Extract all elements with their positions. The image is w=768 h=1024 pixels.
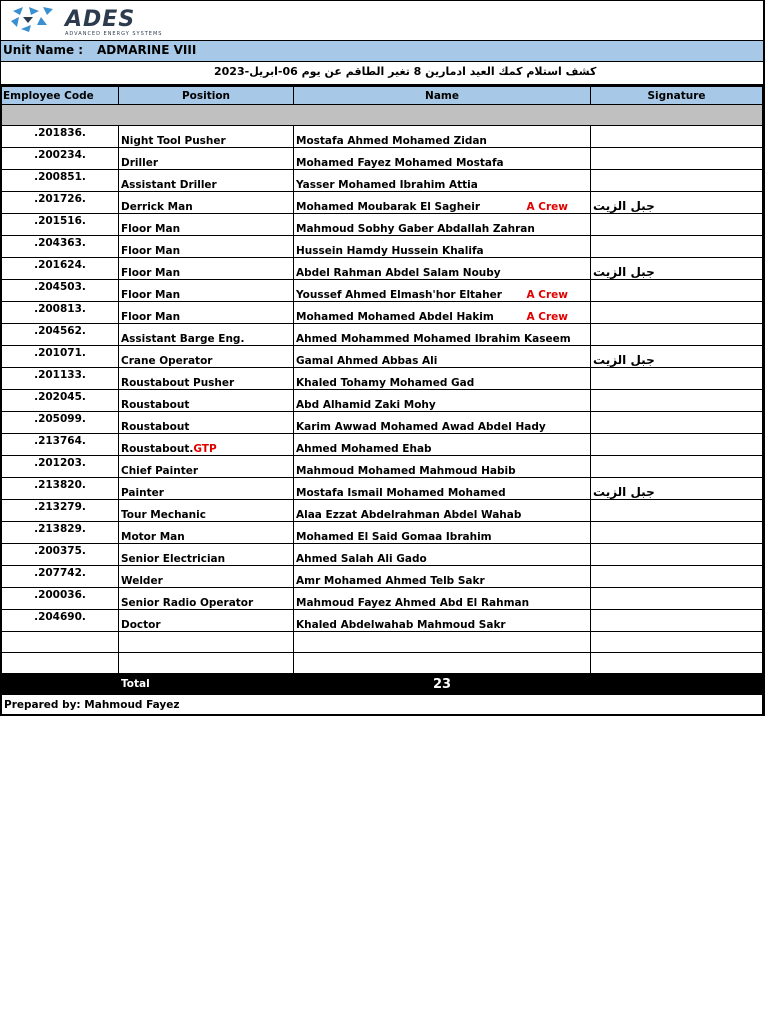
name-cell: [294, 192, 591, 214]
position-cell: [119, 434, 294, 456]
table-row: [2, 412, 763, 434]
name-cell: [294, 170, 591, 192]
name-cell: [294, 478, 591, 500]
name-cell: [294, 434, 591, 456]
employee-code-cell: .204363.: [2, 236, 119, 258]
signature-cell: [591, 434, 763, 456]
position-text: Roustabout Pusher: [121, 377, 235, 389]
table-row: [2, 566, 763, 588]
position-text: Driller: [121, 157, 158, 169]
employee-name: Mohamed El Said Gomaa Ibrahim: [296, 531, 492, 543]
position-text: Motor Man: [121, 531, 185, 543]
employee-name: Amr Mohamed Ahmed Telb Sakr: [296, 575, 485, 587]
position-cell: [119, 170, 294, 192]
position-cell: [119, 346, 294, 368]
table-row: [2, 544, 763, 566]
employee-name: Ahmed Salah Ali Gado: [296, 553, 427, 565]
employee-name: Youssef Ahmed Elmash'hor Eltaher: [296, 289, 502, 301]
position-cell: [119, 236, 294, 258]
crew-tag: A Crew: [526, 201, 568, 213]
position-text: Roustabout: [121, 399, 190, 411]
position-text: Chief Painter: [121, 465, 199, 477]
employee-name: Mostafa Ismail Mohamed Mohamed: [296, 487, 506, 499]
company-logo-text: ADES: [65, 7, 136, 32]
position-cell: [119, 324, 294, 346]
position-text: Floor Man: [121, 311, 181, 323]
employee-code-cell: .201516.: [2, 214, 119, 236]
employee-code-cell: .207742.: [2, 566, 119, 588]
signature-cell: [591, 236, 763, 258]
position-text: Derrick Man: [121, 201, 193, 213]
name-cell: [294, 302, 591, 324]
total-row: [2, 674, 763, 695]
table-header-row: [2, 87, 763, 105]
name-cell: [294, 522, 591, 544]
position-cell: [119, 610, 294, 632]
company-logo-subtitle: ADVANCED ENERGY SYSTEMS: [65, 31, 163, 37]
employee-code-cell: .201624.: [2, 258, 119, 280]
employee-code-cell: .213820.: [2, 478, 119, 500]
position-cell: [119, 192, 294, 214]
signature-cell: [591, 258, 763, 280]
unit-name-row: [1, 41, 763, 62]
employee-name: Yasser Mohamed Ibrahim Attia: [296, 179, 478, 191]
unit-name-label: Unit Name :: [3, 43, 84, 57]
employee-name: Khaled Abdelwahab Mahmoud Sakr: [296, 619, 506, 631]
empty-cell: [591, 653, 763, 674]
position-cell: [119, 368, 294, 390]
employee-code-cell: .205099.: [2, 412, 119, 434]
total-value: 23: [294, 674, 591, 695]
employee-code-cell: .201836.: [2, 126, 119, 148]
table-row: [2, 236, 763, 258]
position-cell: [119, 544, 294, 566]
signature-cell: [591, 324, 763, 346]
name-cell: [294, 280, 591, 302]
position-text: Assistant Driller: [121, 179, 217, 191]
signature-text: جبل الزيت: [593, 265, 655, 279]
position-cell: [119, 522, 294, 544]
signature-cell: [591, 170, 763, 192]
table-row: [2, 258, 763, 280]
employee-code-cell: .213764.: [2, 434, 119, 456]
employee-name: Alaa Ezzat Abdelrahman Abdel Wahab: [296, 509, 522, 521]
crew-tag: A Crew: [526, 311, 568, 323]
employee-table: [1, 86, 763, 715]
employee-name: Mahmoud Sobhy Gaber Abdallah Zahran: [296, 223, 535, 235]
name-cell: [294, 412, 591, 434]
table-row: [2, 214, 763, 236]
employee-code-cell: .200036.: [2, 588, 119, 610]
signature-text: جبل الزيت: [593, 199, 655, 213]
employee-name: Mahmoud Mohamed Mahmoud Habib: [296, 465, 516, 477]
table-row: [2, 280, 763, 302]
signature-cell: [591, 500, 763, 522]
table-row: [2, 324, 763, 346]
employee-code-cell: .201203.: [2, 456, 119, 478]
empty-cell: [2, 632, 119, 653]
signature-text: جبل الزيت: [593, 353, 655, 367]
signature-cell: [591, 456, 763, 478]
employee-code-cell: .213279.: [2, 500, 119, 522]
employee-name: Mahmoud Fayez Ahmed Abd El Rahman: [296, 597, 530, 609]
column-header-signature: Signature: [591, 87, 763, 105]
employee-name: Abdel Rahman Abdel Salam Nouby: [296, 267, 501, 279]
employee-code-cell: .200375.: [2, 544, 119, 566]
position-text: Tour Mechanic: [121, 509, 206, 521]
table-row: [2, 456, 763, 478]
position-cell: [119, 412, 294, 434]
empty-row: [2, 632, 763, 653]
signature-cell: [591, 412, 763, 434]
employee-name: Karim Awwad Mohamed Awad Abdel Hady: [296, 421, 546, 433]
position-text: Painter: [121, 487, 164, 499]
name-cell: [294, 126, 591, 148]
position-text: Welder: [121, 575, 163, 587]
table-row: [2, 302, 763, 324]
position-cell: [119, 280, 294, 302]
signature-cell: [591, 390, 763, 412]
name-cell: [294, 390, 591, 412]
signature-cell: [591, 368, 763, 390]
total-empty-cell: [2, 674, 119, 695]
name-cell: [294, 236, 591, 258]
position-cell: [119, 456, 294, 478]
table-row: [2, 434, 763, 456]
employee-name: Hussein Hamdy Hussein Khalifa: [296, 245, 484, 257]
position-text: Floor Man: [121, 289, 181, 301]
name-cell: [294, 324, 591, 346]
employee-code-cell: .202045.: [2, 390, 119, 412]
employee-name: Gamal Ahmed Abbas Ali: [296, 355, 438, 367]
employee-code-cell: .200851.: [2, 170, 119, 192]
name-cell: [294, 148, 591, 170]
employee-code-cell: .201071.: [2, 346, 119, 368]
document-title-row: [1, 62, 763, 86]
position-cell: [119, 214, 294, 236]
position-text: Roustabout.: [121, 443, 194, 455]
signature-cell: [591, 280, 763, 302]
table-row: [2, 522, 763, 544]
employee-name: Ahmed Mohamed Ehab: [296, 443, 432, 455]
signature-cell: [591, 588, 763, 610]
employee-code-cell: .201133.: [2, 368, 119, 390]
column-header-position: Position: [119, 87, 294, 105]
signature-cell: [591, 126, 763, 148]
signature-cell: [591, 566, 763, 588]
position-cell: [119, 588, 294, 610]
total-label: Total: [119, 674, 294, 695]
position-text: Floor Man: [121, 267, 181, 279]
document-title: كشف استلام كمك العيد ادمارين 8 تغير الطاقم عن يوم 06-ابريل-2023: [214, 65, 597, 78]
position-cell: [119, 258, 294, 280]
prepared-by-row: [2, 695, 763, 715]
empty-cell: [294, 632, 591, 653]
position-cell: [119, 302, 294, 324]
table-row: [2, 148, 763, 170]
empty-cell: [294, 653, 591, 674]
total-empty-cell: [591, 674, 763, 695]
employee-code-cell: .200813.: [2, 302, 119, 324]
empty-cell: [119, 653, 294, 674]
signature-cell: [591, 302, 763, 324]
column-header-name: Name: [294, 87, 591, 105]
crew-tag: A Crew: [526, 289, 568, 301]
position-cell: [119, 478, 294, 500]
signature-cell: [591, 192, 763, 214]
signature-cell: [591, 522, 763, 544]
employee-name: Abd Alhamid Zaki Mohy: [296, 399, 436, 411]
name-cell: [294, 566, 591, 588]
position-cell: [119, 500, 294, 522]
table-row: [2, 346, 763, 368]
position-text: Senior Electrician: [121, 553, 226, 565]
name-cell: [294, 258, 591, 280]
position-cell: [119, 148, 294, 170]
employee-name: Ahmed Mohammed Mohamed Ibrahim Kaseem: [296, 333, 571, 345]
prepared-by: Prepared by: Mahmoud Fayez: [2, 695, 763, 715]
empty-cell: [591, 632, 763, 653]
name-cell: [294, 368, 591, 390]
position-suffix: GTP: [193, 443, 217, 455]
ades-logo-icon: [9, 5, 63, 33]
table-row: [2, 170, 763, 192]
table-row: [2, 588, 763, 610]
position-text: Senior Radio Operator: [121, 597, 254, 609]
table-row: [2, 610, 763, 632]
name-cell: [294, 214, 591, 236]
signature-cell: [591, 544, 763, 566]
signature-cell: [591, 610, 763, 632]
position-cell: [119, 126, 294, 148]
employee-code-cell: .204503.: [2, 280, 119, 302]
table-row: [2, 192, 763, 214]
name-cell: [294, 456, 591, 478]
logo-header: [1, 1, 763, 41]
empty-cell: [2, 653, 119, 674]
signature-cell: [591, 148, 763, 170]
employee-code-cell: .204562.: [2, 324, 119, 346]
position-cell: [119, 566, 294, 588]
position-text: Assistant Barge Eng.: [121, 333, 245, 345]
employee-name: Mohamed Mohamed Abdel Hakim: [296, 311, 494, 323]
table-row: [2, 368, 763, 390]
signature-text: جبل الزيت: [593, 485, 655, 499]
column-header-employee-code: Employee Code: [2, 87, 119, 105]
signature-cell: [591, 214, 763, 236]
name-cell: [294, 544, 591, 566]
position-text: Floor Man: [121, 223, 181, 235]
position-text: Floor Man: [121, 245, 181, 257]
position-text: Night Tool Pusher: [121, 135, 226, 147]
empty-cell: [119, 632, 294, 653]
employee-name: Khaled Tohamy Mohamed Gad: [296, 377, 475, 389]
table-row: [2, 390, 763, 412]
table-row: [2, 500, 763, 522]
employee-code-cell: .200234.: [2, 148, 119, 170]
name-cell: [294, 610, 591, 632]
empty-row: [2, 653, 763, 674]
table-row: [2, 478, 763, 500]
name-cell: [294, 588, 591, 610]
unit-name-value: ADMARINE VIII: [97, 43, 197, 57]
table-row: [2, 126, 763, 148]
employee-code-cell: .201726.: [2, 192, 119, 214]
position-text: Crane Operator: [121, 355, 213, 367]
employee-name: Mostafa Ahmed Mohamed Zidan: [296, 135, 487, 147]
name-cell: [294, 346, 591, 368]
position-text: Roustabout: [121, 421, 190, 433]
employee-name: Mohamed Moubarak El Sagheir: [296, 201, 481, 213]
employee-code-cell: .213829.: [2, 522, 119, 544]
signature-cell: [591, 346, 763, 368]
signature-cell: [591, 478, 763, 500]
position-cell: [119, 390, 294, 412]
employee-name: Mohamed Fayez Mohamed Mostafa: [296, 157, 504, 169]
name-cell: [294, 500, 591, 522]
employee-code-cell: .204690.: [2, 610, 119, 632]
position-text: Doctor: [121, 619, 161, 631]
separator-row: [2, 105, 763, 126]
